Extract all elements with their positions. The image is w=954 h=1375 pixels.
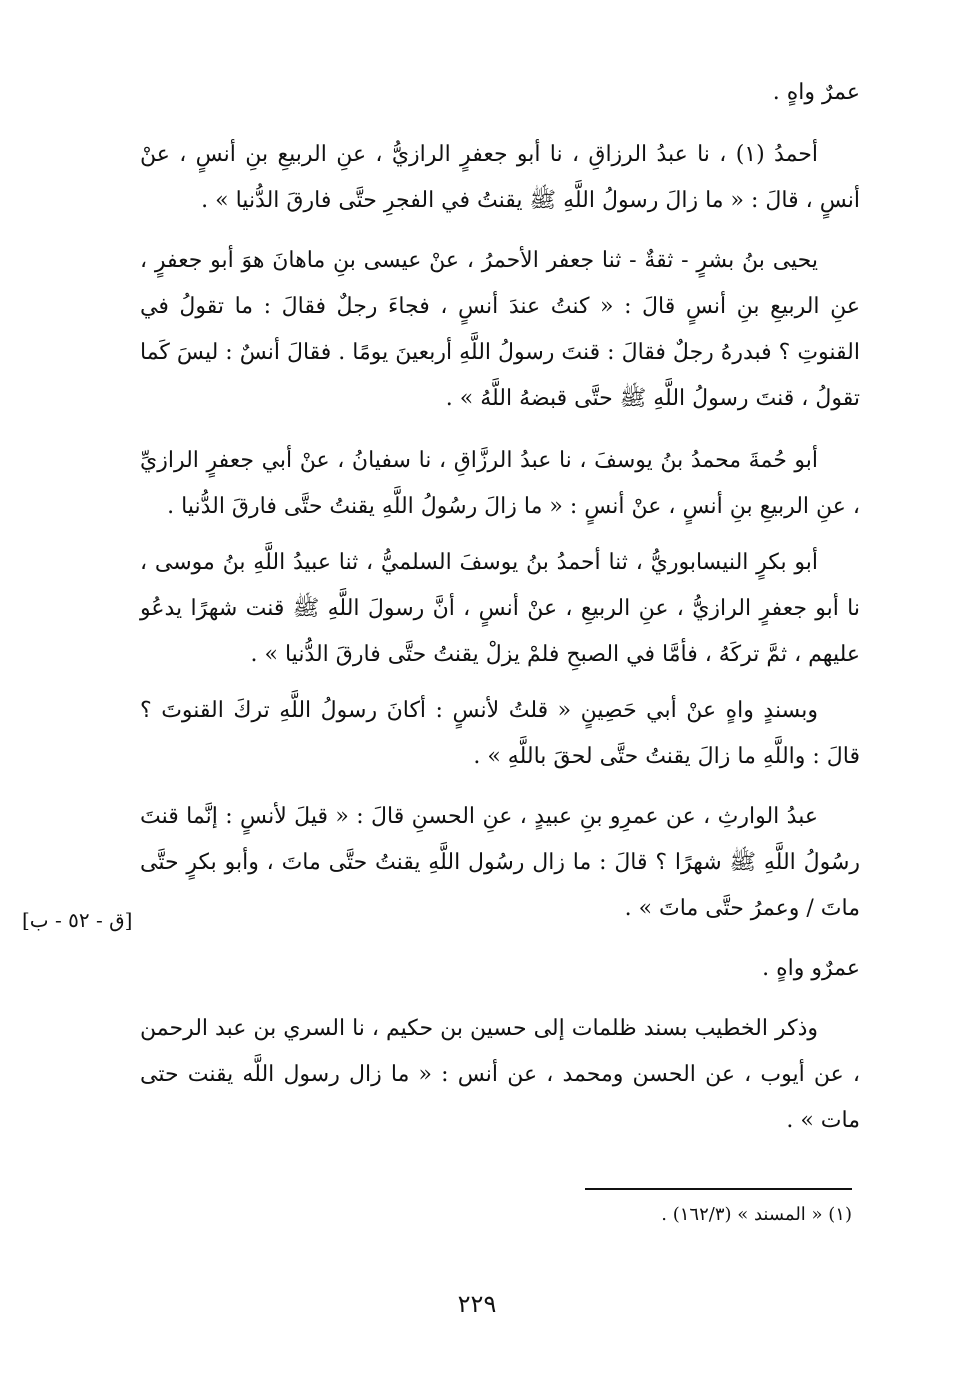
- paragraph-6: وبسندٍ واهٍ عنْ أبي حَصِينٍ « قلتُ لأنسٍ : أكانَ رسولُ اللَّهِ تركَ القنوتَ ؟ قالَ : واللَّهِ ما زالَ يقنتُ حتَّى لحقَ باللَّهِ » .: [140, 698, 860, 769]
- paragraph-5: أبو بكرٍ النيسابوريُّ ، ثنا أحمدُ بنُ يوسفَ السلميُّ ، ثنا عبيدُ اللَّهِ بنُ موسى ، نا أبو جعفرٍ الرازيُّ ، عنِ الربيعِ ، عنْ أنسٍ ، أنَّ رسولَ اللَّهِ ﷺ قنت شهرًا يدعُو عليهم ، ثمَّ تركَهُ ، فأمَّا في الصبحِ فلمْ يزلْ يقنتُ حتَّى فارقَ الدُّنيا » .: [140, 550, 860, 667]
- paragraph-8: عمرٌو واهٍ .: [762, 956, 860, 981]
- paragraph-3: يحيى بنُ بشرٍ - ثقةٌ - ثنا جعفر الأحمرُ ، عنْ عيسى بنِ ماهانَ هوَ أبو جعفرٍ ، عنِ الربيعِ بنِ أنسٍ قالَ : « كنتُ عندَ أنسٍ ، فجاءَ رجلٌ فقالَ : ما تقولُ في القنوتِ ؟ فبدرهُ رجلٌ فقالَ : قنتَ رسولُ اللَّهِ أربعينَ يومًا . فقالَ أنسٌ : ليسَ كَما تقولُ ، قنتَ رسولُ اللَّهِ ﷺ حتَّى قبضهُ اللَّهُ » .: [140, 248, 860, 411]
- footnote-divider: [585, 1188, 852, 1190]
- page-number: ٢٢٩: [457, 1290, 497, 1318]
- paragraph-2: أحمدُ (١) ، نا عبدُ الرزاقِ ، نا أبو جعفرٍ الرازيُّ ، عنِ الربيعِ بنِ أنسٍ ، عنْ أنسٍ ، قالَ : « ما زالَ رسولُ اللَّهِ ﷺ يقنتُ في الفجرِ حتَّى فارقَ الدُّنيا » .: [140, 142, 860, 213]
- paragraph-1: عمرٌ واهٍ .: [772, 80, 860, 105]
- manuscript-reference-marker: [ق - ٥٢ - ب]: [22, 908, 133, 932]
- body-text-block-1: [140, 70, 860, 1144]
- paragraph-9: وذكر الخطيب بسند ظلمات إلى حسين بن حكيم ، نا السري بن عبد الرحمن ، عن أيوب ، عن الحسن ومحمد ، عن أنس : « ما زال رسول اللَّه يقنت حتى مات » .: [140, 1016, 860, 1133]
- paragraph-7: عبدُ الوارثِ ، عن عمرِو بنِ عبيدٍ ، عنِ الحسنِ قالَ : « قيلَ لأنسٍ : إنَّما قنتَ رسُولُ اللَّهِ ﷺ شهرًا ؟ قالَ : ما زال رسُول اللَّهِ يقنتُ حتَّى ماتَ ، وأبو بكرٍ حتَّى ماتَ / وعمرُ حتَّى ماتَ » .: [140, 804, 860, 921]
- paragraph-4: أبو حُمةَ محمدُ بنُ يوسفَ ، نا عبدُ الرزَّاقِ ، نا سفيانُ ، عنْ أبي جعفرٍ الرازيِّ ، عنِ الربيعِ بنِ أنسٍ ، عنْ أنسٍ : « ما زالَ رسُولُ اللَّهِ يقنتُ حتَّى فارقَ الدُّنيا .: [140, 448, 860, 519]
- footnote: (١) « المسند » (١٦٢/٣) .: [661, 1204, 852, 1225]
